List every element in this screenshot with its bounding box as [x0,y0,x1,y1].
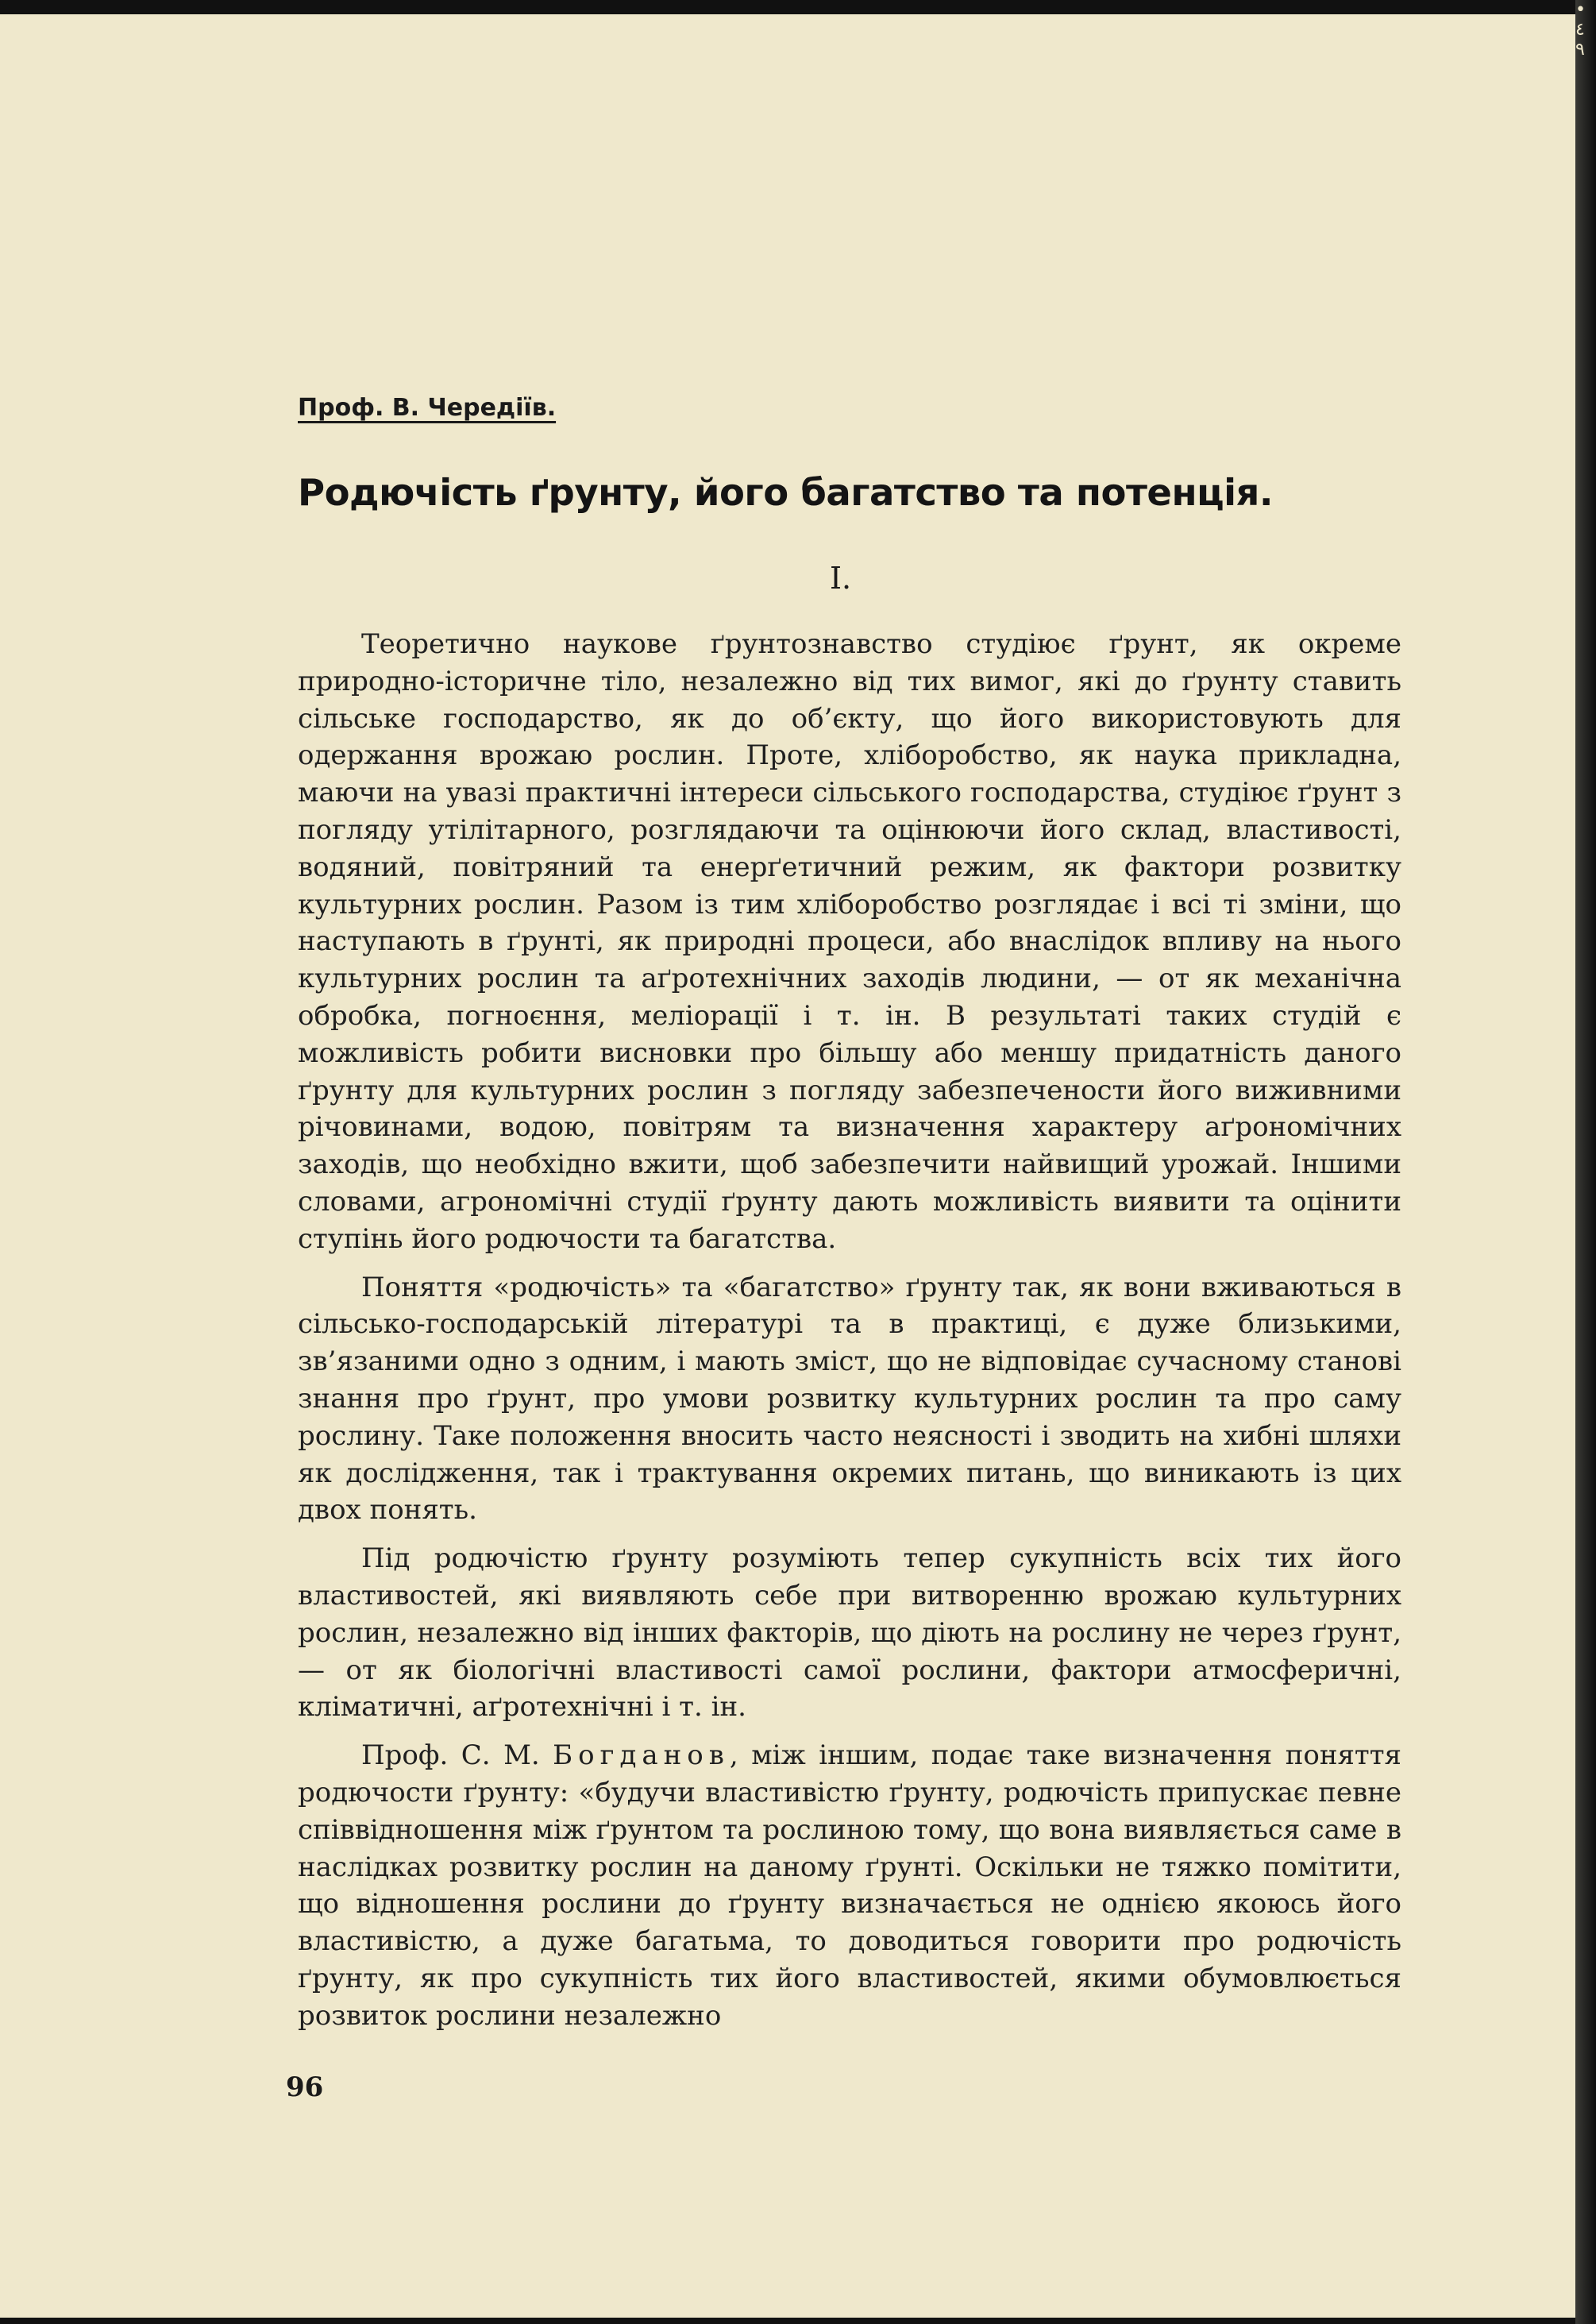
section-number: I. [830,561,852,596]
author-name: Проф. В. Чередіїв. [298,394,557,422]
paragraph-4-prefix: Проф. С. М. [361,1739,553,1772]
paragraph-4 [298,1737,1401,2034]
cited-author-name: Богданов [553,1739,730,1772]
article-title: Родючість ґрунту, його багатство та потенція. [298,471,1274,514]
article-body [298,626,1401,2045]
paragraph-1: Теоретично наукове ґрунтознавство студіює ґрунт, як окреме природно-історичне тіло, незалежно від тих вимог, які до ґрунту ставить сільське господарство, як до об’єкту, що його використовують для одержання врожаю рослин. Проте, хліборобство, як наука прикладна, маючи на увазі практичні інтереси сільського господарства, студіює ґрунт з погляду утілітарного, розглядаючи та оцінюючи його склад, властивості, водяний, повітряний та енерґетичний режим, як фактори розвитку культурних рослин. Разом із тим хліборобство розглядає і всі ті зміни, що наступають в ґрунті, як природні процеси, або внаслідок впливу на нього культурних рослин та аґротехнічних заходів людини, — от як механічна обробка, погноєння, меліорації і т. ін. В результаті таких студій є можливість робити висновки про більшу або меншу придатність даного ґрунту для культурних рослин з погляду забезпечености його виживними річовинами, водою, повітрям та визначення характеру аґрономічних заходів, що необхідно вжити, щоб забезпечити найвищий урожай. Іншими словами, агрономічні студії ґрунту дають можливість виявити та оцінити ступінь його родючости та багатства. [298,628,1401,1255]
paragraph-2: Поняття «родючість» та «багатство» ґрунту так, як вони вживаються в сільсько-господарській літературі та в практиці, є дуже близькими, зв’язаними одно з одним, і мають зміст, що не відповідає сучасному станові знання про ґрунт, про умови розвитку культурних рослин та про саму рослину. Таке положення вносить часто неясності і зводить на хибні шляхи як дослідження, так і трактування окремих питань, що виникають із цих двох понять. [298,1271,1401,1527]
corner-marks: • ٤ ٩ [1575,0,1586,60]
paragraph-4-text: , між іншим, подає таке визначення поняття родючости ґрунту: «будучи властивістю ґрунту, родючість припускає певне співвідношення між ґрунтом та рослиною тому, що вона виявляється саме в наслідках розвитку рослин на даному ґрунті. Оскільки не тяжко помітити, що відношення рослини до ґрунту визначається не однією якоюсь його властивістю, а дуже багатьма, то доводиться говорити про родючість ґрунту, як про сукупність тих його властивостей, якими обумовлюється розвиток рослини незалежно [298,1739,1401,2032]
page-number: 96 [286,2071,324,2103]
document-page [0,14,1575,2318]
scan-edge [1575,0,1596,2324]
paragraph-3: Під родючістю ґрунту розуміють тепер сукупність всіх тих його властивостей, які виявляють себе при витворенню врожаю культурних рослин, незалежно від інших факторів, що діють на рослину не через ґрунт, — от як біологічні властивості самої рослини, фактори атмосферичні, кліматичні, аґротехнічні і т. ін. [298,1542,1401,1724]
